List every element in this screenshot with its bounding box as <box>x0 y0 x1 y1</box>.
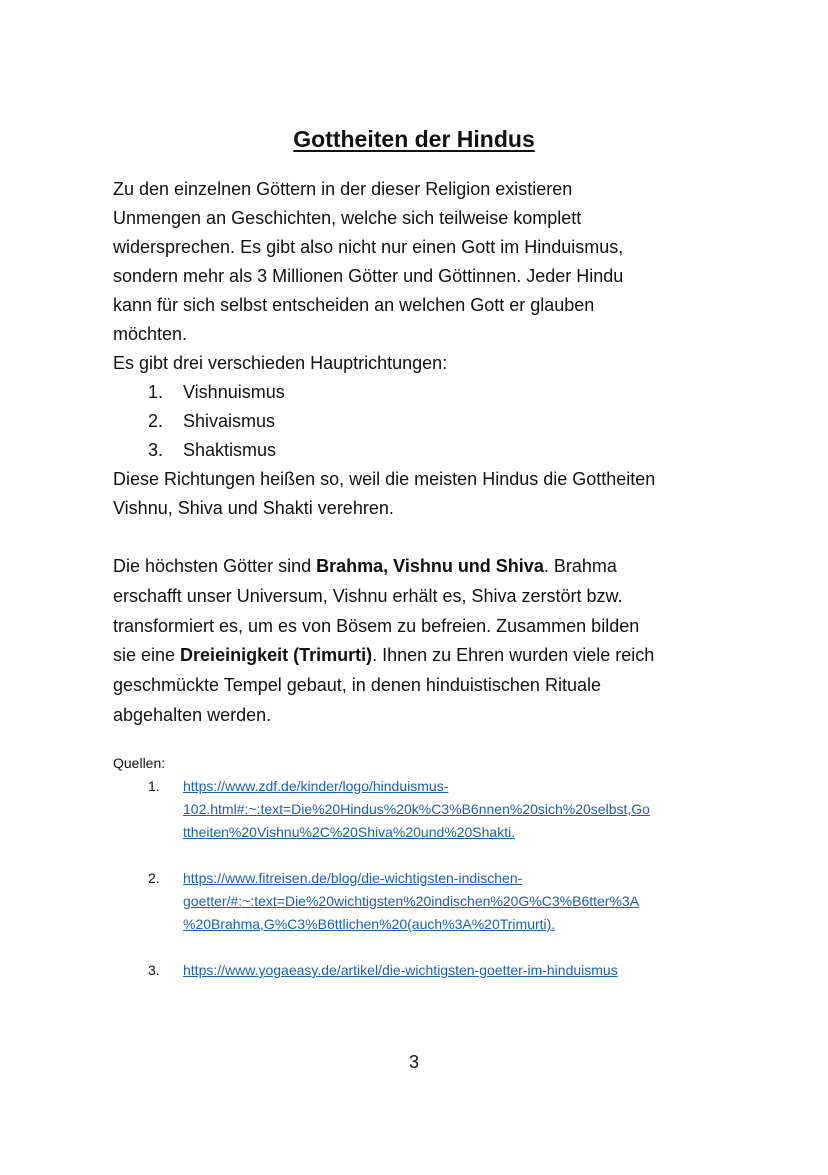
source-link-yogaeasy[interactable] <box>183 959 718 982</box>
text-run: . Brahma <box>543 556 617 576</box>
intro-line: sondern mehr als 3 Millionen Götter und Göttinnen. Jeder Hindu <box>113 266 624 286</box>
source-item <box>113 959 733 982</box>
source-number: 3. <box>148 962 160 978</box>
link-line: ttheiten%20Vishnu%2C%20Shiva%20und%20Shakti. <box>183 824 516 840</box>
link-line: 102.html#:~:text=Die%20Hindus%20k%C3%B6nnen%20sich%20selbst,Go <box>183 801 650 817</box>
source-number: 1. <box>148 778 160 794</box>
list-number: 1. <box>148 382 164 402</box>
source-item <box>113 867 733 936</box>
link-line: https://www.fitreisen.de/blog/die-wichtigsten-indischen- <box>183 870 523 886</box>
list-item <box>113 378 733 407</box>
paragraph-line: transformiert es, um es von Bösem zu befreien. Zusammen bilden <box>113 615 640 636</box>
directions-list <box>113 378 733 465</box>
source-number: 2. <box>148 870 160 886</box>
link-line: https://www.yogaeasy.de/artikel/die-wichtigsten-goetter-im-hinduismus <box>183 962 618 978</box>
text-run: . Ihnen zu Ehren wurden viele reich <box>372 645 655 666</box>
intro-line: möchten. <box>113 324 188 344</box>
link-line: https://www.zdf.de/kinder/logo/hinduismus- <box>183 778 449 794</box>
intro-line: Unmengen an Geschichten, welche sich teilweise komplett <box>113 208 582 228</box>
bold-trimurti: Dreieinigkeit (Trimurti) <box>180 645 373 666</box>
list-number: 3. <box>148 440 164 460</box>
text-run: Die höchsten Götter sind <box>113 556 317 576</box>
intro-line: widersprechen. Es gibt also nicht nur einen Gott im Hinduismus, <box>113 237 624 257</box>
text-run: sie eine <box>113 645 181 666</box>
paragraph-line <box>113 552 733 582</box>
gods-paragraph <box>113 552 733 731</box>
sources-label: Quellen: <box>113 755 166 771</box>
sources-section <box>113 752 733 1005</box>
paragraph-line: abgehalten werden. <box>113 704 272 725</box>
list-number: 2. <box>148 411 164 431</box>
list-item <box>113 407 733 436</box>
body-text <box>113 175 733 731</box>
paragraph-line: erschafft unser Universum, Vishnu erhält es, Shiva zerstört bzw. <box>113 585 623 606</box>
paragraph-line <box>113 641 733 671</box>
page-number: 3 <box>408 1052 419 1072</box>
after-list-line: Diese Richtungen heißen so, weil die meisten Hindus die Gottheiten <box>113 469 656 489</box>
bold-gods: Brahma, Vishnu und Shiva <box>316 556 544 576</box>
page-title: Gottheiten der Hindus <box>293 126 535 152</box>
paragraph-line: geschmückte Tempel gebaut, in denen hinduistischen Rituale <box>113 675 601 696</box>
list-label: Shaktismus <box>183 440 277 460</box>
source-item <box>113 775 733 844</box>
source-link-zdf[interactable] <box>183 775 718 844</box>
intro-line: Es gibt drei verschieden Hauptrichtungen: <box>113 353 448 373</box>
intro-line: kann für sich selbst entscheiden an welchen Gott er glauben <box>113 295 595 315</box>
source-link-fitreisen[interactable] <box>183 867 718 936</box>
link-line: goetter/#:~:text=Die%20wichtigsten%20indischen%20G%C3%B6tter%3A <box>183 893 640 909</box>
list-label: Shivaismus <box>183 411 276 431</box>
after-list-line: Vishnu, Shiva und Shakti verehren. <box>113 498 394 518</box>
intro-line: Zu den einzelnen Göttern in der dieser Religion existieren <box>113 179 573 199</box>
link-line: %20Brahma,G%C3%B6ttlichen%20(auch%3A%20Trimurti). <box>183 916 556 932</box>
list-item <box>113 436 733 465</box>
paragraph-gap <box>113 523 733 552</box>
list-label: Vishnuismus <box>183 382 285 402</box>
